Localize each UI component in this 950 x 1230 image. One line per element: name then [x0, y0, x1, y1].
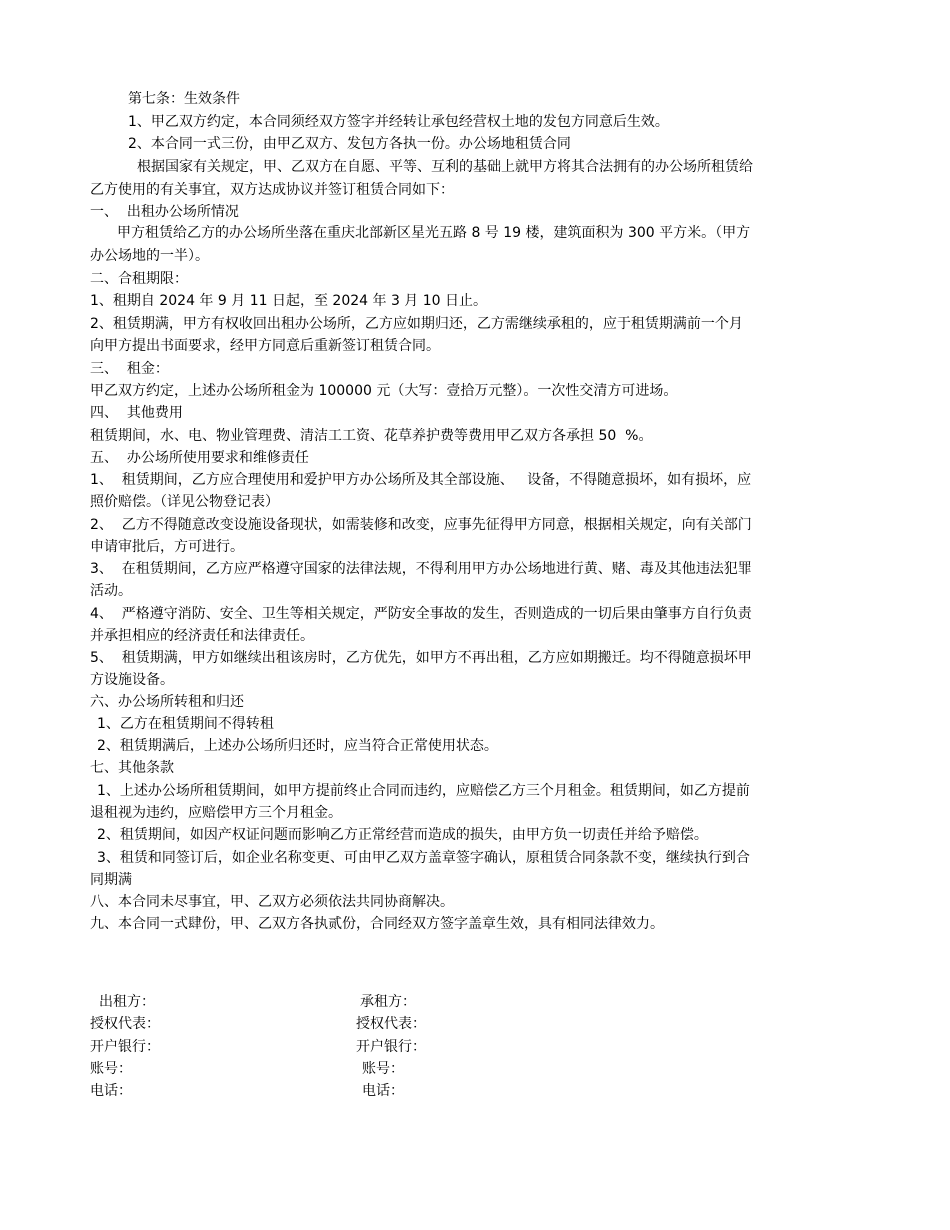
lessee-phone-label: 电话：: [362, 1083, 404, 1099]
section-5-item-3-line-1: 3、 在租赁期间，乙方应严格遵守国家的法律法规，不得利用甲方办公场地进行黄、赌、毒及其他违法犯罪: [90, 561, 752, 577]
section-3-text: 甲乙双方约定，上述办公场所租金为 100000 元（大写：壹拾万元整）。一次性交清方可进场。: [90, 383, 678, 399]
section-4-text: 租赁期间，水、电、物业管理费、清洁工工资、花草养护费等费用甲乙双方各承担 50 %。: [90, 428, 653, 444]
section-6-item-2: 2、租赁期满后，上述办公场所归还时，应当符合正常使用状态。: [97, 738, 498, 754]
section-5-item-1-line-2: 照价赔偿。（详见公物登记表）: [90, 494, 279, 510]
article-seven-item-2: 2、本合同一式三份，由甲乙双方、发包方各执一份。办公场地租赁合同: [128, 136, 571, 152]
section-7-heading: 七、其他条款: [90, 760, 174, 776]
lessor-account-label: 账号：: [90, 1061, 132, 1077]
section-7-item-1-line-1: 1、上述办公场所租赁期间，如甲方提前终止合同而违约，应赔偿乙方三个月租金。租赁期间，如乙方提前: [97, 783, 750, 799]
intro-paragraph-line-2: 乙方使用的有关事宜，双方达成协议并签订租赁合同如下：: [90, 182, 454, 198]
lessee-account-label: 账号：: [362, 1061, 404, 1077]
section-6-item-1: 1、乙方在租赁期间不得转租: [97, 716, 274, 732]
lessor-label: 出租方：: [99, 994, 155, 1010]
lessee-label: 承租方：: [360, 994, 416, 1010]
section-1-heading: 一、 出租办公场所情况: [90, 204, 239, 220]
section-7-item-1-line-2: 退租视为违约，应赔偿甲方三个月租金。: [90, 805, 342, 821]
article-seven-heading: 第七条：生效条件: [128, 91, 240, 107]
section-5-item-4-line-1: 4、 严格遵守消防、安全、卫生等相关规定，严防安全事故的发生，否则造成的一切后果由肇事方自行负责: [90, 606, 752, 622]
section-5-item-5-line-1: 5、 租赁期满，甲方如继续出租该房时，乙方优先，如甲方不再出租，乙方应如期搬迁。均不得随意损坏甲: [90, 650, 752, 666]
section-7-item-3-line-1: 3、租赁和同签订后，如企业名称变更、可由甲乙双方盖章签字确认，原租赁合同条款不变，继续执行到合: [97, 850, 750, 866]
section-5-item-2-line-2: 申请审批后，方可进行。: [90, 539, 244, 555]
section-2-item-2-line-1: 2、租赁期满，甲方有权收回出租办公场所，乙方应如期归还，乙方需继续承租的，应于租赁期满前一个月: [90, 316, 743, 332]
section-5-item-5-line-2: 方设施设备。: [90, 672, 174, 688]
lessor-representative-label: 授权代表：: [90, 1016, 160, 1032]
section-5-item-4-line-2: 并承担相应的经济责任和法律责任。: [90, 628, 314, 644]
section-5-item-1-line-1: 1、 租赁期间，乙方应合理使用和爱护甲方办公场所及其全部设施、 设备，不得随意损坏，如有损坏，应: [90, 472, 752, 488]
section-8-text: 八、本合同未尽事宜，甲、乙双方必须依法共同协商解决。: [90, 894, 454, 910]
section-2-item-2-line-2: 向甲方提出书面要求，经甲方同意后重新签订租赁合同。: [90, 338, 440, 354]
section-1-text-line-2: 办公场地的一半）。: [90, 248, 209, 264]
section-1-text-line-1: 甲方租赁给乙方的办公场所坐落在重庆北部新区星光五路 8 号 19 楼，建筑面积为 300 平方米。（甲方: [117, 225, 751, 241]
intro-paragraph-line-1: 根据国家有关规定，甲、乙双方在自愿、平等、互利的基础上就甲方将其合法拥有的办公场所租赁给: [137, 159, 753, 175]
lessee-representative-label: 授权代表：: [356, 1016, 426, 1032]
section-9-text: 九、本合同一式肆份，甲、乙双方各执贰份，合同经双方签字盖章生效，具有相同法律效力。: [90, 916, 664, 932]
section-5-item-3-line-2: 活动。: [90, 583, 132, 599]
section-5-heading: 五、 办公场所使用要求和维修责任: [90, 450, 309, 466]
section-6-heading: 六、办公场所转租和归还: [90, 694, 244, 710]
section-5-item-2-line-1: 2、 乙方不得随意改变设施设备现状，如需装修和改变，应事先征得甲方同意，根据相关规定，向有关部门: [90, 517, 752, 533]
section-2-heading: 二、合租期限：: [90, 271, 188, 287]
section-7-item-2: 2、租赁期间，如因产权证问题而影响乙方正常经营而造成的损失，由甲方负一切责任并给予赔偿。: [97, 827, 708, 843]
section-4-heading: 四、 其他费用: [90, 405, 183, 421]
lessee-bank-label: 开户银行：: [356, 1039, 426, 1055]
article-seven-item-1: 1、甲乙双方约定，本合同须经双方签字并经转让承包经营权土地的发包方同意后生效。: [128, 114, 669, 130]
lessor-bank-label: 开户银行：: [90, 1039, 160, 1055]
section-2-item-1: 1、租期自 2024 年 9 月 11 日起，至 2024 年 3 月 10 日止。: [90, 293, 488, 309]
section-3-heading: 三、 租金：: [90, 361, 169, 377]
lessor-phone-label: 电话：: [90, 1083, 132, 1099]
section-7-item-3-line-2: 同期满: [90, 872, 132, 888]
